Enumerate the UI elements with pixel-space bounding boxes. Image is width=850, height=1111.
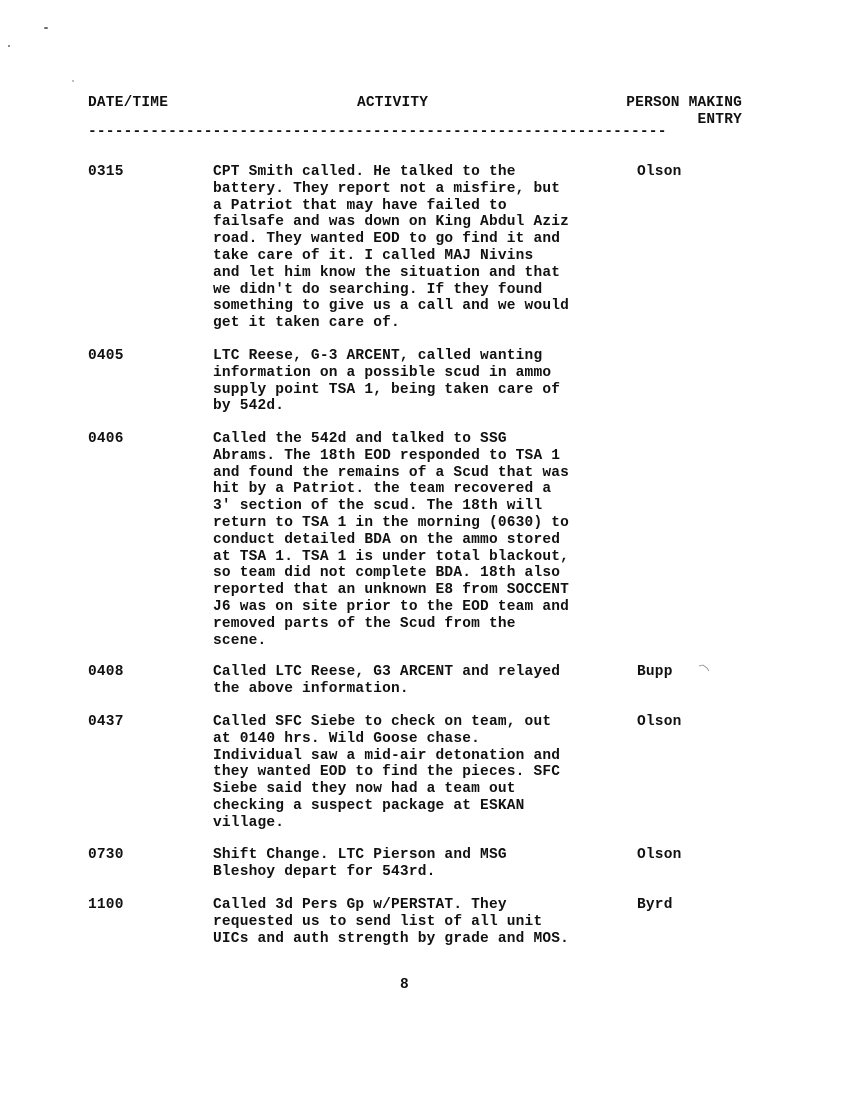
entry-activity: Called LTC Reese, G3 ARCENT and relayed the above information. [213,664,561,697]
column-header-activity: ACTIVITY [357,95,429,111]
scan-speck [44,27,48,29]
column-header-person-line2: ENTRY [697,112,742,128]
entry-time: 0406 [88,431,124,447]
entry-time: 0408 [88,664,124,680]
entry-activity: Shift Change. LTC Pierson and MSG Bleshoy depart for 543rd. [213,847,507,880]
scan-speck [72,80,74,82]
entry-activity: Called 3d Pers Gp w/PERSTAT. They requested us to send list of all unit UICs and auth strength by grade and MOS. [213,897,570,947]
column-header-person-line1: PERSON MAKING [626,95,742,111]
page-number: 8 [400,977,409,993]
entry-person: Olson [637,164,682,180]
entry-time: 0437 [88,714,124,730]
entry-person: Bupp [637,664,673,680]
entry-person: Olson [637,714,682,730]
entry-activity: Called the 542d and talked to SSG Abrams. The 18th EOD responded to TSA 1 and found the remains of a Scud that was hit by a Patriot. the team recovered a 3' section of the scud. The 18th will return to TSA 1 in the morning (0630) to conduct detailed BDA on the ammo stored at TSA 1. TSA 1 is under total blackout, so team did not complete BDA. 18th also reported that an unknown E8 from SOCCENT J6 was on site prior to the EOD team and removed parts of the Scud from the scene. [213,431,570,649]
entry-person: Olson [637,847,682,863]
entry-activity: LTC Reese, G-3 ARCENT, called wanting information on a possible scud in ammo supply point TSA 1, being taken care of by 542d. [213,348,561,415]
entry-person: Byrd [637,897,673,913]
scan-mark [698,664,710,672]
entry-time: 0315 [88,164,124,180]
column-header-date-time: DATE/TIME [88,95,169,111]
entry-time: 0405 [88,348,124,364]
entry-activity: Called SFC Siebe to check on team, out at 0140 hrs. Wild Goose chase. Individual saw a mid-air detonation and they wanted EOD to find the pieces. SFC Siebe said they now had a team out checking a suspect package at ESKAN village. [213,714,561,831]
entry-time: 0730 [88,847,124,863]
entry-activity: CPT Smith called. He talked to the battery. They report not a misfire, but a Patriot that may have failed to failsafe and was down on King Abdul Aziz road. They wanted EOD to go find it and take care of it. I called MAJ Nivins and let him know the situation and that we didn't do searching. If they found something to give us a call and we would get it taken care of. [213,164,570,332]
header-divider-rule: ----------------------------------------------------------------- [88,124,667,140]
entry-time: 1100 [88,897,124,913]
scan-speck [8,45,10,47]
